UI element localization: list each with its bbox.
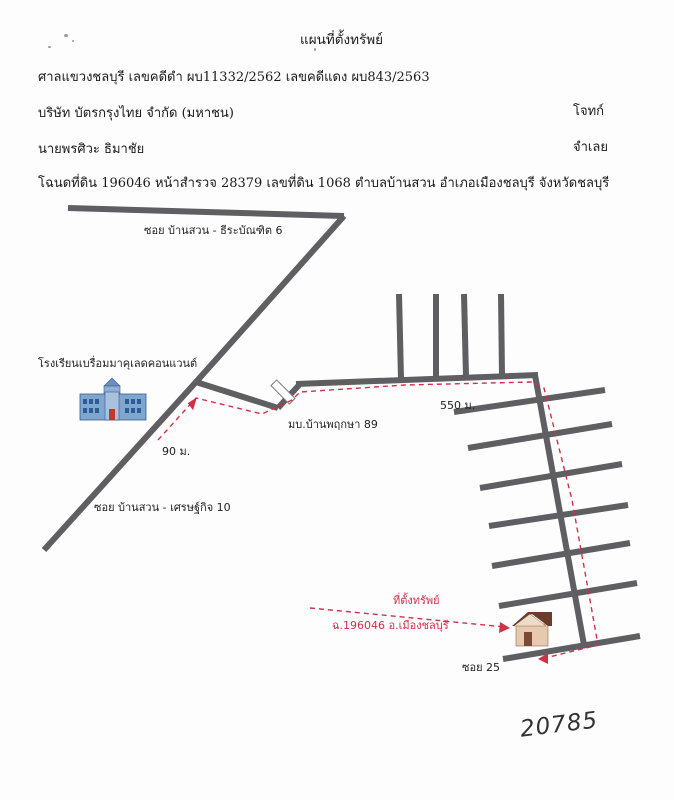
page-title: แผนที่ตั้งทรัพย์ — [300, 32, 384, 48]
school-label: โรงเรียนเบรื่อมมาคุเลดคอนแวนต์ — [38, 357, 198, 370]
distance-90-label: 90 ม. — [162, 445, 191, 458]
soi-branch-1 — [454, 390, 605, 412]
plaintiff-role: โจทก์ — [573, 104, 605, 119]
road-spur — [196, 382, 278, 408]
handwritten-number: 20785 — [518, 707, 600, 743]
road-village-stub-4 — [501, 294, 502, 376]
soi-branch-6 — [499, 583, 637, 606]
road-bottom-label: ซอย บ้านสวน - เศรษฐ์กิจ 10 — [94, 501, 231, 514]
school-building-icon — [80, 378, 146, 420]
title-deed-line: โฉนดที่ดิน 196046 หน้าสำรวจ 28379 เลขที่ดิน 1068 ตำบลบ้านสวน อำเภอเมืองชลบุรี จังหวัดชลบุรี — [38, 176, 610, 191]
plaintiff-name: บริษัท บัตรกรุงไทย จำกัด (มหาชน) — [38, 106, 234, 121]
soi-branch-5 — [492, 543, 630, 566]
soi-branch-2 — [468, 424, 612, 448]
road-diagonal-upper — [196, 216, 344, 382]
house-icon — [512, 612, 552, 646]
soi-25-label: ซอย 25 — [462, 661, 501, 674]
road-top — [68, 208, 344, 216]
defendant-role: จำเลย — [573, 140, 608, 155]
road-network — [44, 208, 640, 659]
arrowhead-icon — [499, 622, 510, 633]
village-label: มบ.บ้านพฤกษา 89 — [288, 418, 378, 431]
defendant-name: นายพรศิวะ ธิมาชัย — [38, 142, 145, 157]
court-case-line: ศาลแขวงชลบุรี เลขคดีดำ ผบ11332/2562 เลขคดีแดง ผบ843/2563 — [38, 70, 430, 85]
road-village-stub-1 — [399, 294, 401, 379]
property-location-label: ที่ตั้งทรัพย์ — [393, 594, 440, 607]
road-village-stub-3 — [464, 294, 466, 377]
road-top-label: ซอย บ้านสวน - ธีระบัณฑิต 6 — [144, 224, 283, 237]
distance-550-label: 550 ม. — [440, 399, 476, 412]
property-deed-label: ฉ.196046 อ.เมืองชลบุรี — [332, 619, 449, 632]
arrowhead-icon — [187, 397, 199, 411]
